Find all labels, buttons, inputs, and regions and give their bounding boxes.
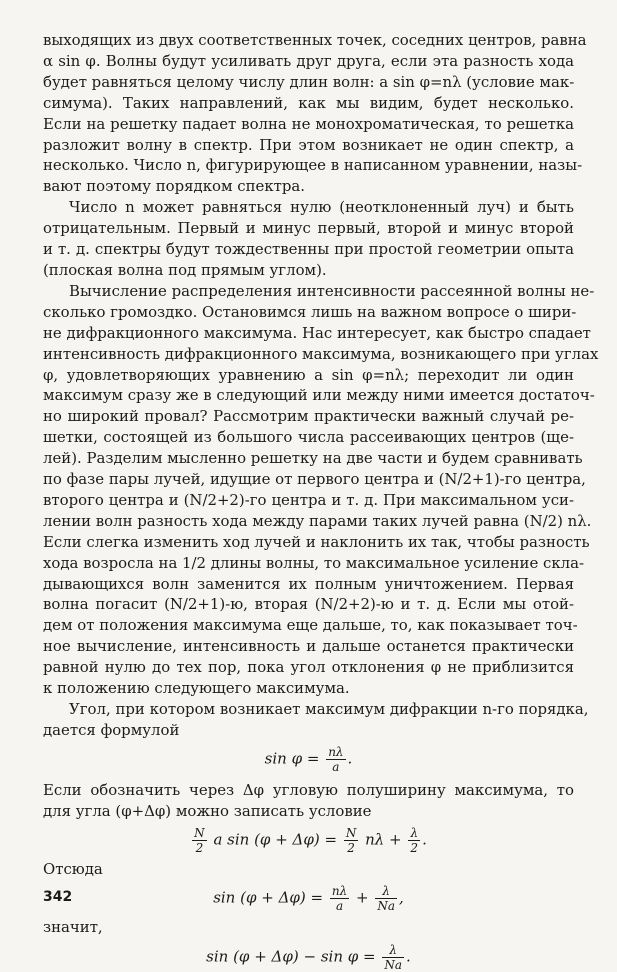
paragraph-3 xyxy=(43,281,599,699)
text-line: второго центра и (N/2+2)-го центра и т. д. При максимальном уси- xyxy=(43,490,574,509)
fraction xyxy=(382,943,404,972)
text-line: лей). Разделим мысленно решетку на две части и будем сравнивать xyxy=(43,449,583,468)
paragraph-4 xyxy=(43,699,589,741)
text-line: к положению следующего максимума. xyxy=(43,679,350,698)
text-line: сколько громоздко. Остановимся лишь на важном вопросе о шири- xyxy=(43,302,577,321)
text-line: шетки, состоящей из большого числа рассеивающих центров (ще- xyxy=(43,428,574,447)
fraction-numerator: λ xyxy=(408,826,420,841)
text-line: хода возросла на 1/2 длины волны, то максимальное усиление скла- xyxy=(43,553,584,572)
formula-text: sin φ = xyxy=(264,749,320,768)
text-line: Если на решетку падает волна не монохроматическая, то решетка xyxy=(43,114,574,133)
text-line: симума). Таких направлений, как мы видим, будет несколько. xyxy=(43,93,574,112)
text-line: (плоская волна под прямым углом). xyxy=(43,260,327,279)
text-line: выходящих из двух соответственных точек, соседних центров, равна xyxy=(43,31,587,49)
fraction-denominator: Na xyxy=(377,898,396,913)
fraction xyxy=(192,826,207,855)
text-line: вают поэтому порядком спектра. xyxy=(43,177,306,196)
fraction-numerator: nλ xyxy=(328,744,344,759)
fraction-numerator: λ xyxy=(375,884,397,899)
text-line: отрицательным. Первый и минус первый, второй и минус второй xyxy=(43,219,574,238)
text-line: максимум сразу же в следующий или между ними имеется достаточ- xyxy=(43,386,595,405)
paragraph-1 xyxy=(43,30,587,197)
text-line: для угла (φ+Δφ) можно записать условие xyxy=(43,801,372,820)
text-line: по фазе пары лучей, идущие от первого центра и (N/2+1)-го центра, xyxy=(43,470,586,489)
fraction xyxy=(326,745,345,774)
text-line: лении волн разность хода между парами таких лучей равна (N/2) nλ. xyxy=(43,511,592,530)
text-line: будет равняться целому числу длин волн: a sin φ=nλ (условие мак- xyxy=(43,72,575,91)
text-line: дывающихся волн заменится их полным уничтожением. Первая xyxy=(43,574,574,593)
text-line: не дифракционного максимума. Нас интересует, как быстро спадает xyxy=(43,323,591,342)
formula-text: sin (φ + Δφ) − sin φ = xyxy=(206,947,376,966)
text-line: ное вычисление, интенсивность и дальше останется практически xyxy=(43,637,574,656)
formula-text: a sin (φ + Δφ) = xyxy=(213,830,338,849)
fraction xyxy=(408,826,420,855)
text-line: значит, xyxy=(43,917,103,936)
text-line: и т. д. спектры будут тождественны при простой геометрии опыта xyxy=(43,240,574,259)
formula-1: sin φ = $\frac{n\lambda}{a}$ . xyxy=(264,744,353,774)
fraction-denominator: a xyxy=(332,759,340,774)
fraction-denominator: Na xyxy=(384,958,403,972)
formula-text: + xyxy=(356,888,369,907)
text-line: Угол, при котором возникает максимум дифракции n-го порядка, xyxy=(69,700,589,718)
fraction-numerator: N xyxy=(345,825,357,840)
text-line: разложит волну в спектр. При этом возникает не один спектр, а xyxy=(43,135,574,154)
text-line: φ, удовлетворяющих уравнению a sin φ=nλ; переходит ли один xyxy=(43,365,574,384)
formula-text: nλ + xyxy=(365,830,402,849)
fraction xyxy=(344,826,359,855)
formula-2: $\frac{N}{2}$ a sin (φ + Δφ) = $\frac{N}{2}$ nλ + $\frac{\lambda}{2}$ . xyxy=(194,825,427,855)
fraction xyxy=(375,884,397,913)
formula-text: sin (φ + Δφ) = xyxy=(213,888,324,907)
paragraph-2 xyxy=(43,197,574,281)
fraction-numerator: nλ xyxy=(331,883,348,898)
fraction-numerator: λ xyxy=(382,943,404,958)
paragraph-5 xyxy=(43,780,574,822)
text-line: α sin φ. Волны будут усиливать друг друга, если эта разность хода xyxy=(43,51,574,70)
text-line: но широкий провал? Рассмотрим практически важный случай ре- xyxy=(43,407,574,426)
text-line: дается формулой xyxy=(43,720,180,739)
fraction-denominator: 2 xyxy=(195,840,204,855)
fraction-denominator: 2 xyxy=(347,840,355,855)
paragraph-otsyuda xyxy=(43,859,574,880)
text-line: волна погасит (N/2+1)-ю, вторая (N/2+2)-ю и т. д. Если мы отой- xyxy=(43,595,574,614)
text-line: равной нулю до тех пор, пока угол отклонения φ не приблизится xyxy=(43,658,574,677)
paragraph-znachit xyxy=(43,917,574,938)
text-line: Отсюда xyxy=(43,859,103,878)
text-line: Число n может равняться нулю (неотклоненный луч) и быть xyxy=(69,198,574,217)
formula-3: sin (φ + Δφ) = $\frac{n\lambda}{a}$ + $\frac{\lambda}{Na}$ , xyxy=(213,883,404,913)
page-number: 342 xyxy=(43,889,73,905)
fraction xyxy=(330,884,349,913)
text-line: несколько. Число n, фигурирующее в написанном уравнении, назы- xyxy=(43,156,583,175)
fraction-denominator: 2 xyxy=(410,840,419,855)
text-line: Вычисление распределения интенсивности рассеянной волны не- xyxy=(69,281,595,300)
text-line: Если слегка изменить ход лучей и наклонить их так, чтобы разность xyxy=(43,532,590,551)
formula-4: sin (φ + Δφ) − sin φ = $\frac{\lambda}{Na}$ . xyxy=(206,943,411,972)
text-line: дем от положения максимума еще дальше, то, как показывает точ- xyxy=(43,616,578,635)
text-line: Если обозначить через Δφ угловую полуширину максимума, то xyxy=(43,780,574,799)
fraction-numerator: N xyxy=(194,825,205,840)
text-line: интенсивность дифракционного максимума, возникающего при углах xyxy=(43,344,599,363)
fraction-denominator: a xyxy=(335,898,344,913)
